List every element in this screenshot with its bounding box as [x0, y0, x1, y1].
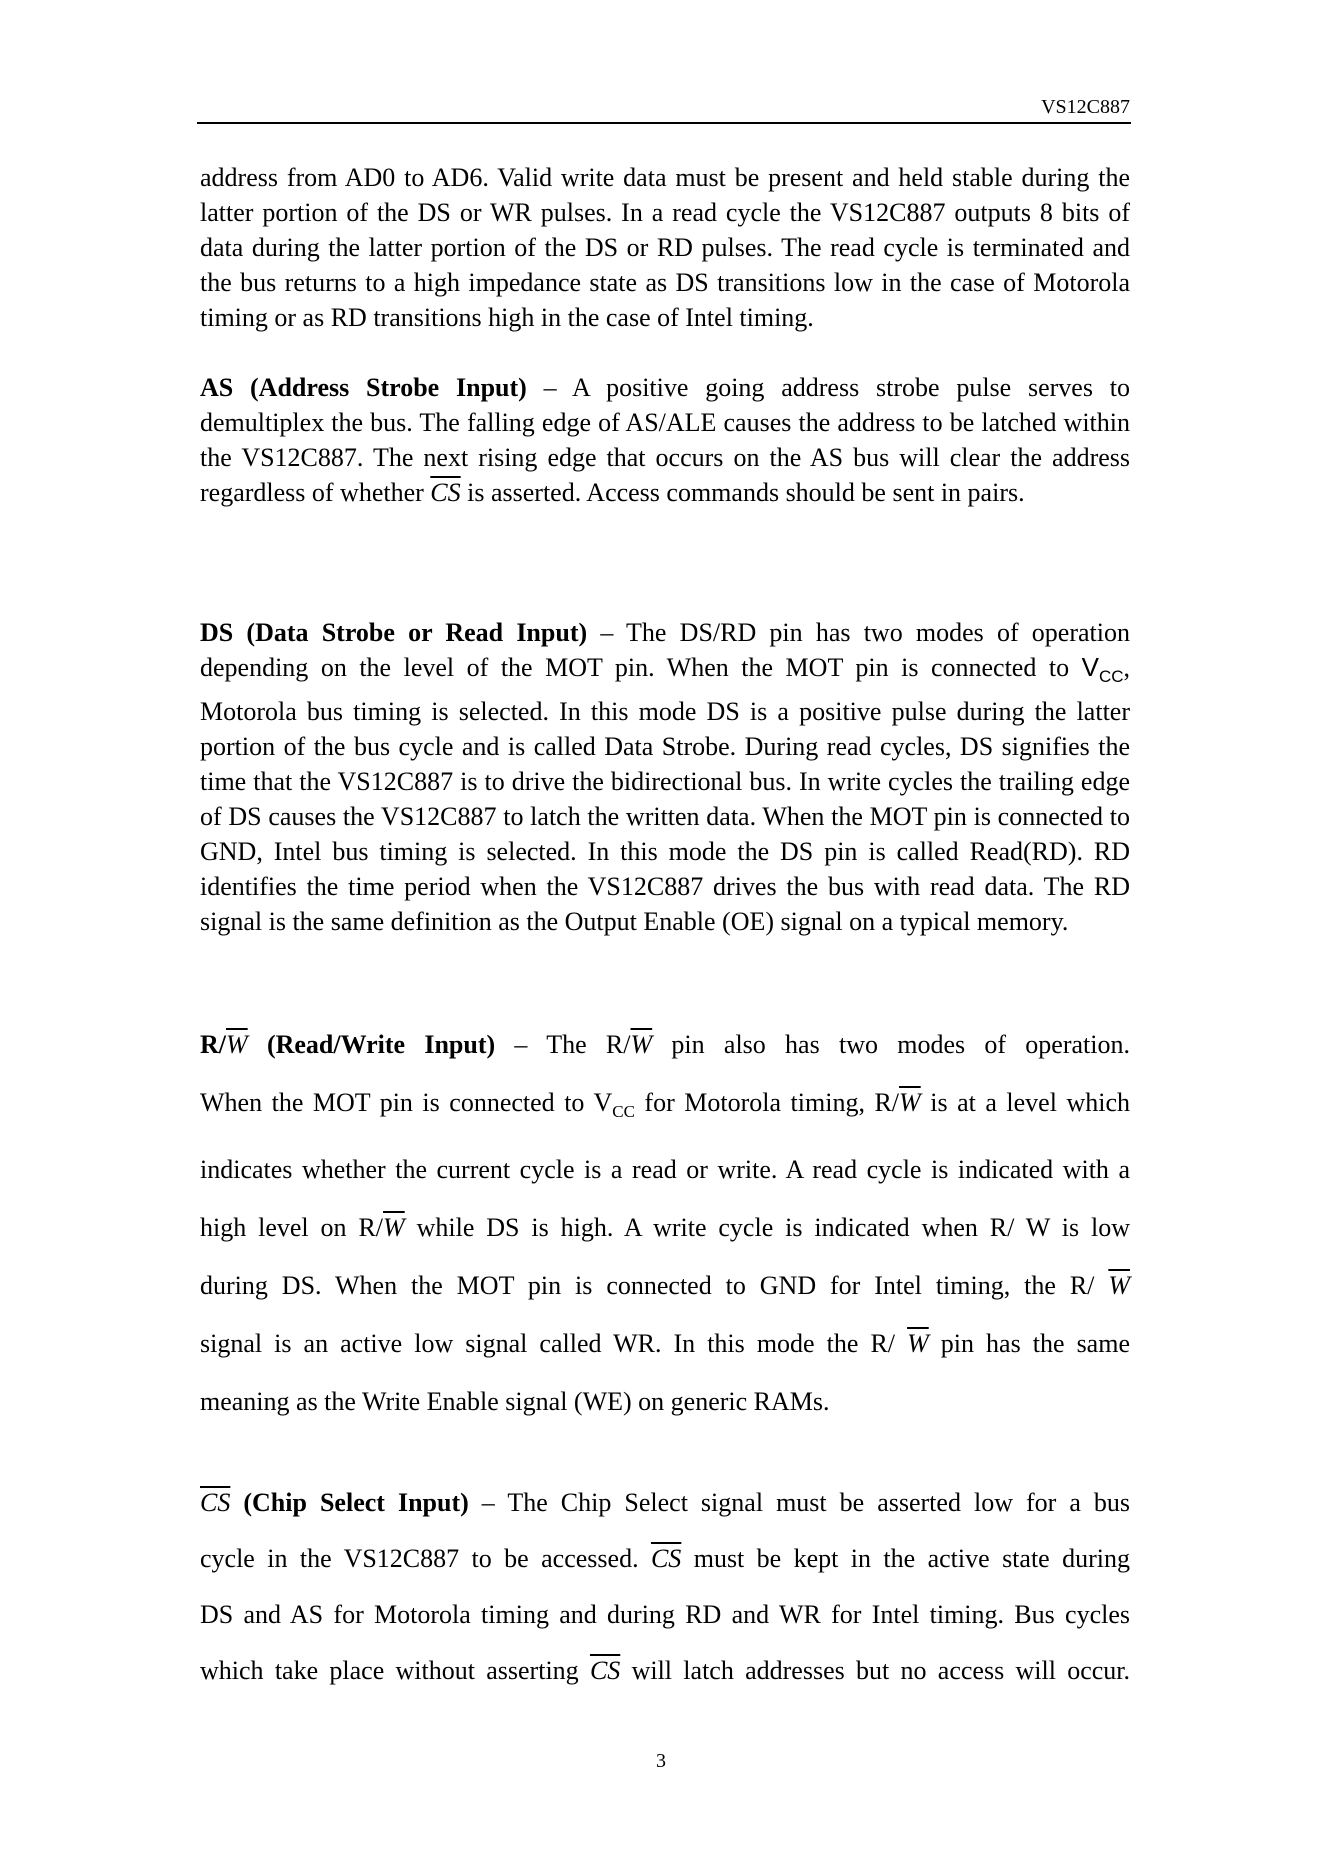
term-as: AS (Address Strobe Input): [200, 373, 527, 402]
header-rule: [197, 122, 1131, 124]
as-text-1: – A positive going address strobe pulse serves to demultiplex the bus. The falling edge of AS/ALE causes the address to be latched within the VS12C887. The next rising edge that occurs on the AS bus will clear the address regardless of whether: [200, 373, 1130, 507]
paragraph-ds: [200, 615, 1130, 939]
ds-text-1: – The DS/RD pin has two modes of operation depending on the level of the MOT pin. When the MOT pin is connected to: [200, 618, 1130, 682]
ds-text-2: , Motorola bus timing is selected. In this mode DS is a positive pulse during the latter portion of the bus cycle and is called Data Strobe. During read cycles, DS signifies the time that the VS12C887 is to drive the bidirectional bus. In write cycles the trailing edge of DS causes the VS12C887 to latch the written data. When the MOT pin is connected to GND, Intel bus timing is selected. In this mode the DS pin is called Read(RD). RD identifies the time period when the VS12C887 drives the bus with read data. The RD signal is the same definition as the Output Enable (OE) signal on a typical memory.: [200, 653, 1130, 937]
rw-line-5: during DS. When the MOT pin is connected to GND for Intel timing, the R/ $\overline{W}$: [200, 1271, 1130, 1301]
rw-line-7: meaning as the Write Enable signal (WE) on generic RAMs.: [200, 1387, 830, 1417]
paragraph-address-data: address from AD0 to AD6. Valid write data must be present and held stable during the latter portion of the DS or WR pulses. In a read cycle the VS12C887 outputs 8 bits of data during the latter portion of the DS or RD pulses. The read cycle is terminated and the bus returns to a high impedance state as DS transitions low in the case of Motorola timing or as RD transitions high in the case of Intel timing.: [200, 163, 1130, 332]
document-id: VS12C887: [1041, 96, 1130, 118]
term-ds: DS (Data Strobe or Read Input): [200, 618, 588, 647]
cs-line-4: which take place without asserting $\overline{CS}$ will latch addresses but no access will occur.: [200, 1656, 1130, 1685]
rw-line-3: indicates whether the current cycle is a read or write. A read cycle is indicated with a: [200, 1155, 1130, 1185]
rw-line-1: $R/\overline{W}$ (Read/Write Input) – The $R/\overline{W}$ pin also has two modes of operation.: [200, 1030, 1130, 1059]
paragraph-rw: [200, 1016, 1130, 1431]
cs-line-3: DS and AS for Motorola timing and during RD and WR for Intel timing. Bus cycles: [200, 1600, 1130, 1629]
cs-line-1: $\overline{CS}$ (Chip Select Input) – The Chip Select signal must be asserted low for a bus: [200, 1488, 1131, 1517]
rw-line-2: When the MOT pin is connected to $V_{CC}$ for Motorola timing, $R/\overline{W}$ is at a level which: [200, 1088, 1130, 1122]
vcc-symbol: $V_{CC}$: [1081, 652, 1124, 687]
cs-line-2: cycle in the VS12C887 to be accessed. $\overline{CS}$ must be kept in the active state during: [200, 1544, 1130, 1573]
rw-line-4: high level on $R/\overline{W}$ while DS is high. A write cycle is indicated when R/ W is low: [200, 1213, 1130, 1243]
rw-line-6: signal is an active low signal called WR. In this mode the R/ $\overline{W}$ pin has the same: [200, 1329, 1130, 1359]
paragraph-cs: [200, 1475, 1130, 1699]
cs-symbol: $\overline{CS}$: [430, 478, 461, 507]
page-number: 3: [656, 1750, 666, 1772]
paragraph-as: [200, 370, 1130, 510]
as-text-2: is asserted. Access commands should be sent in pairs.: [460, 478, 1025, 507]
